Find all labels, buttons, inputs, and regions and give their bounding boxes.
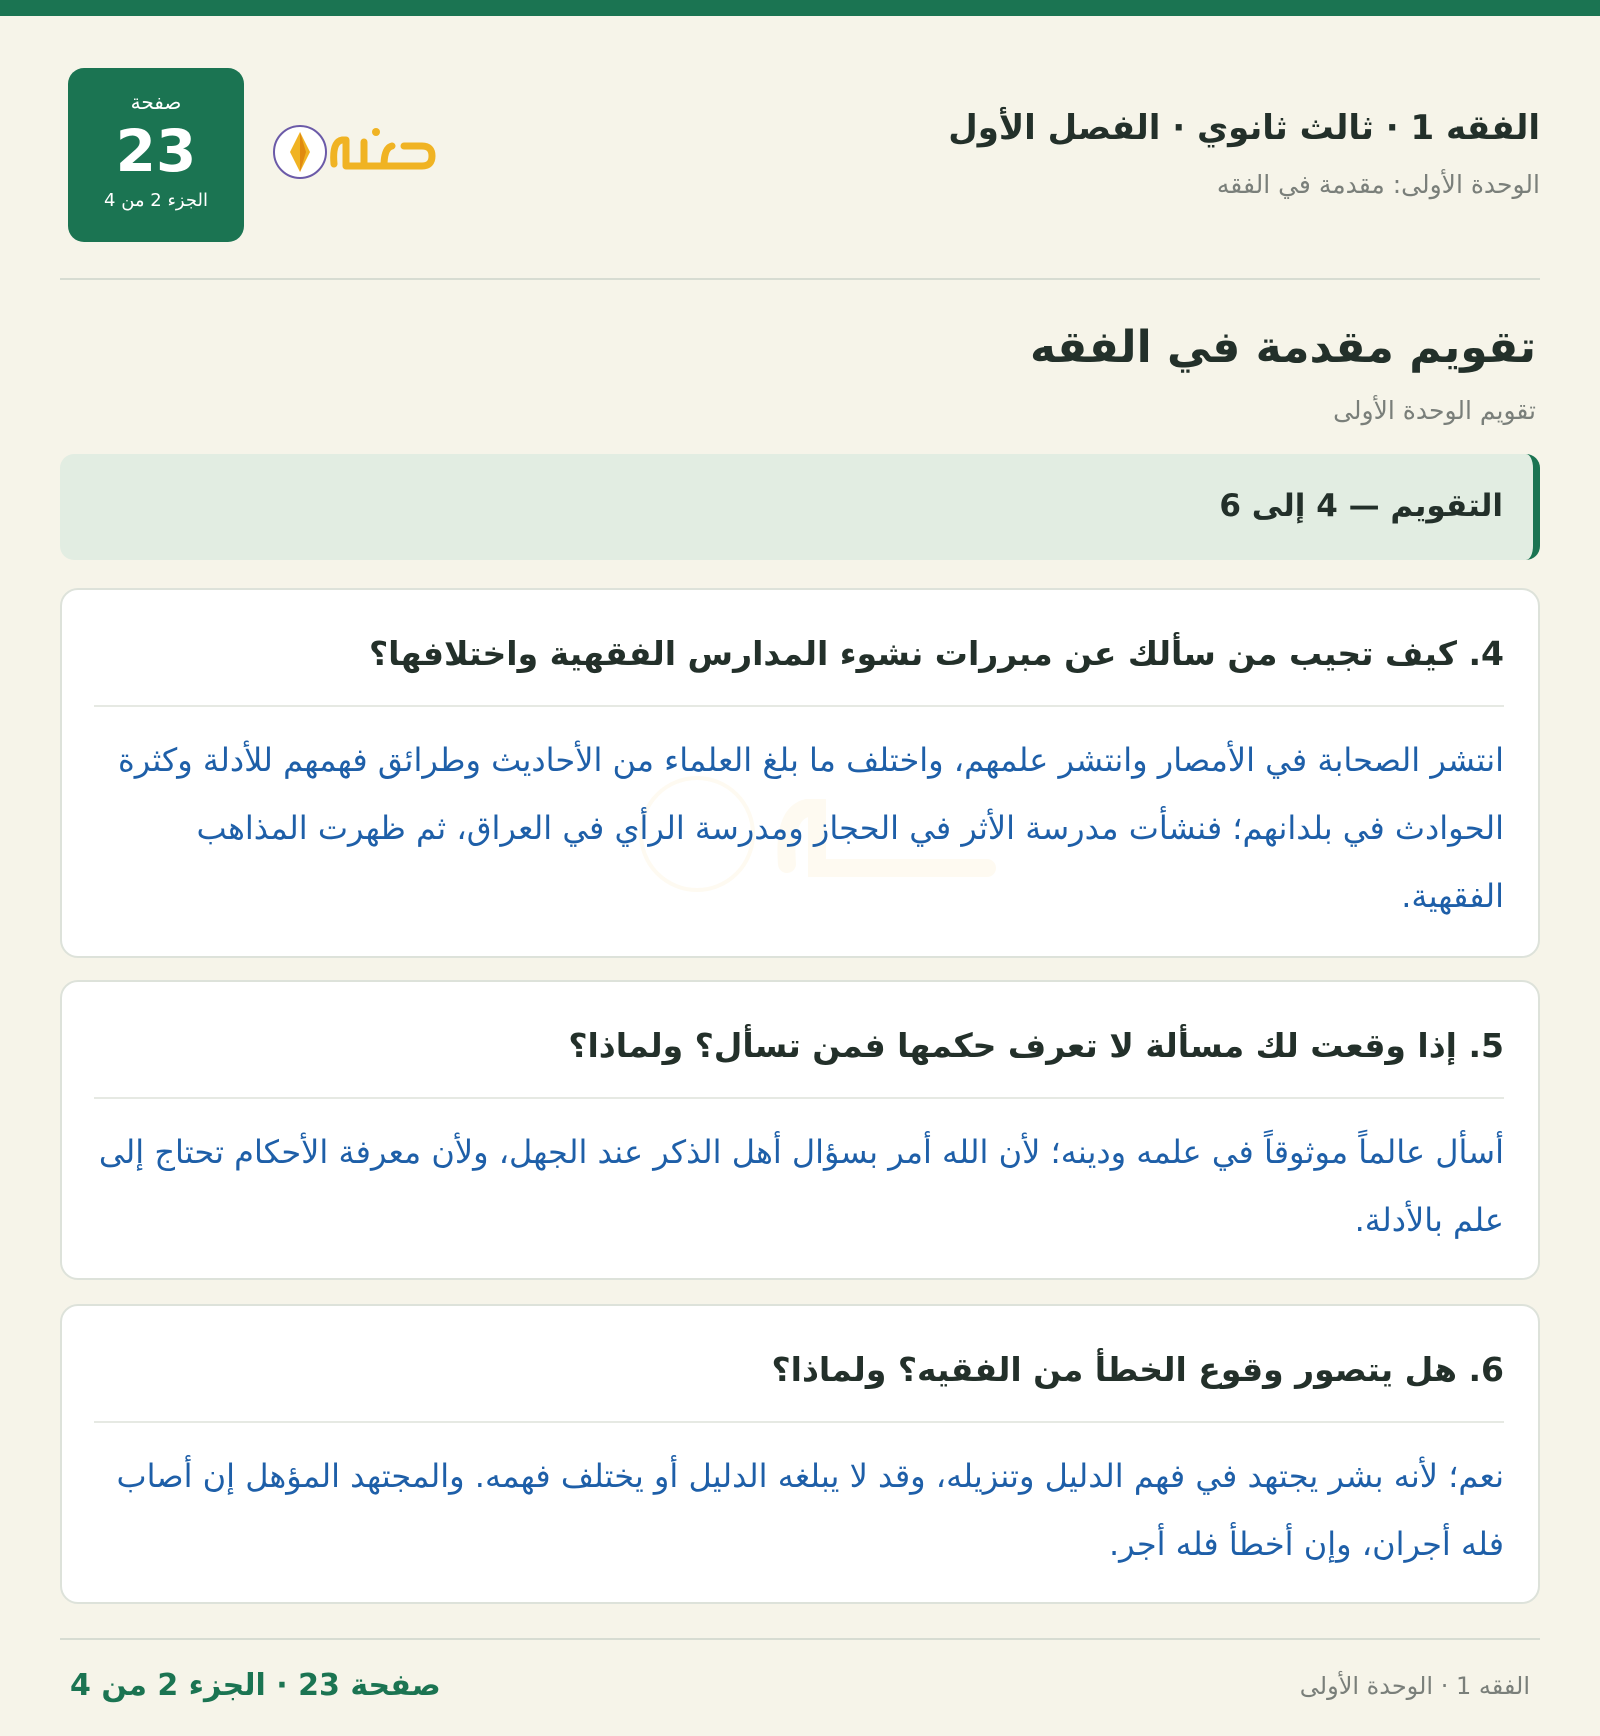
badge-label: صفحة xyxy=(130,90,182,114)
question-card-6 xyxy=(60,1304,1540,1604)
footer-divider xyxy=(60,1638,1540,1640)
header-text xyxy=(640,108,1540,199)
header-divider xyxy=(60,278,1540,280)
answer-text: أسأل عالماً موثوقاً في علمه ودينه؛ لأن الله أمر بسؤال أهل الذكر عند الجهل، ولأن معرفة الأحكام تحتاج إلى علم بالأدلة. xyxy=(98,1133,1504,1239)
range-label: التقويم — 4 إلى 6 xyxy=(1219,488,1503,524)
document-title: الفقه 1 · ثالث ثانوي · الفصل الأول xyxy=(948,108,1540,148)
footer-page-info: صفحة 23 · الجزء 2 من 4 xyxy=(70,1668,441,1703)
question-text: 6. هل يتصور وقوع الخطأ من الفقيه؟ ولماذا؟ xyxy=(771,1350,1504,1389)
page-header xyxy=(60,68,1540,244)
section-title: تقويم مقدمة في الفقه xyxy=(1030,322,1536,373)
page-badge xyxy=(68,68,244,242)
range-banner xyxy=(60,454,1540,560)
badge-part: الجزء 2 من 4 xyxy=(104,190,208,211)
top-accent-bar xyxy=(0,0,1600,16)
question-divider xyxy=(94,705,1504,707)
question-text: 5. إذا وقعت لك مسألة لا تعرف حكمها فمن تسأل؟ ولماذا؟ xyxy=(568,1026,1504,1065)
badge-page-number: 23 xyxy=(115,117,197,185)
answer-text: نعم؛ لأنه بشر يجتهد في فهم الدليل وتنزيله، وقد لا يبلغه الدليل أو يختلف فهمه. والمجتهد المؤهل إن أصاب فله أجران، وإن أخطأ فله أجر. xyxy=(116,1457,1504,1563)
question-divider xyxy=(94,1421,1504,1423)
question-divider xyxy=(94,1097,1504,1099)
question-card-5 xyxy=(60,980,1540,1280)
footer-course-info: الفقه 1 · الوحدة الأولى xyxy=(1299,1672,1530,1700)
hulul-logo-icon xyxy=(272,120,442,182)
question-card-4 xyxy=(60,588,1540,958)
answer-text: انتشر الصحابة في الأمصار وانتشر علمهم، واختلف ما بلغ العلماء من الأحاديث وطرائق فهمهم للأدلة وكثرة الحوادث في بلدانهم؛ فنشأت مدرسة الأثر في الحجاز ومدرسة الرأي في العراق، ثم ظهرت المذاهب الفقهية. xyxy=(117,741,1504,915)
document-subtitle: الوحدة الأولى: مقدمة في الفقه xyxy=(1216,170,1540,199)
question-text: 4. كيف تجيب من سألك عن مبررات نشوء المدارس الفقهية واختلافها؟ xyxy=(369,634,1504,673)
section-subtitle: تقويم الوحدة الأولى xyxy=(1333,396,1536,425)
